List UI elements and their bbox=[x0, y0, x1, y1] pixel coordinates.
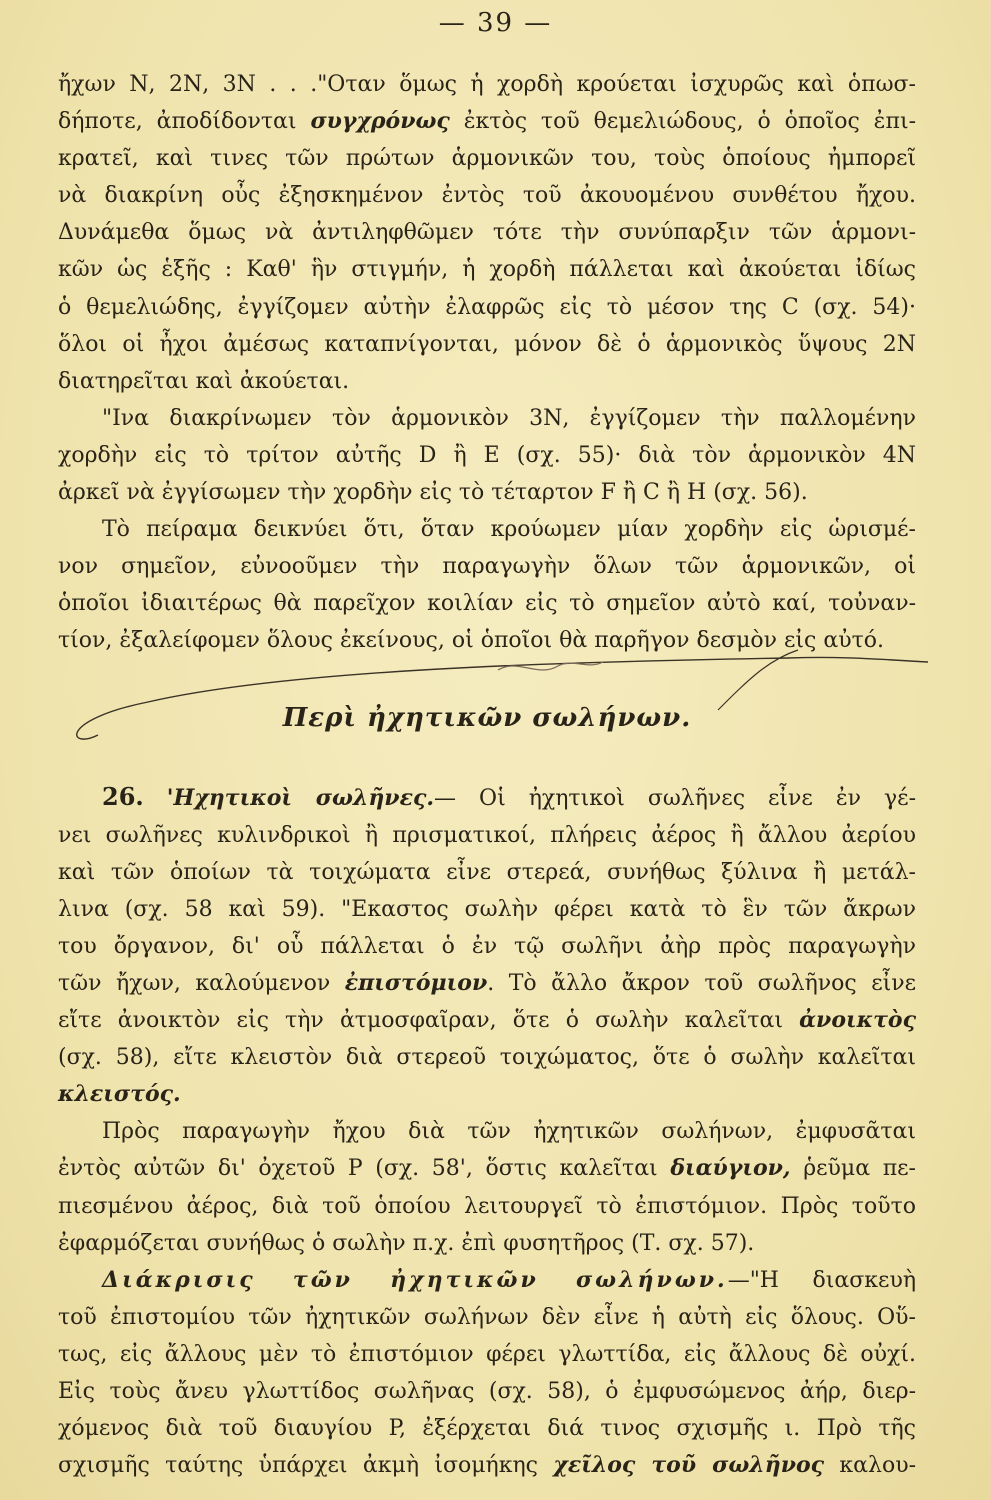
emphasis: ἐπιστόμιον bbox=[344, 969, 488, 996]
section-heading: Περὶ ἠχητικῶν σωλήνων. bbox=[282, 702, 692, 733]
text-line: "Ινα διακρίνωμεν τὸν ἁρμονικὸν 3Ν, ἐγγίζομεν τὴν παλλομένην bbox=[102, 405, 916, 431]
text-line: νὰ διακρίνη οὖς ἐξησκημένον ἐντὸς τοῦ ἀκουομένου συνθέτου ἤχου. bbox=[58, 183, 916, 209]
text-line: καὶ τῶν ὁποίων τὰ τοιχώματα εἶνε στερεά, συνήθως ξύλινα ἢ μετάλ- bbox=[58, 859, 916, 885]
text-line: λινα (σχ. 58 καὶ 59). "Εκαστος σωλὴν φέρει κατὰ τὸ ἓν τῶν ἄκρων bbox=[58, 896, 916, 922]
text-line: νον σημεῖον, εὐνοοῦμεν τὴν παραγωγὴν ὅλων τῶν ἁρμονικῶν, οἱ bbox=[58, 554, 916, 580]
text-line: Πρὸς παραγωγὴν ἤχου διὰ τῶν ἠχητικῶν σωλήνων, ἐμφυσᾶται bbox=[102, 1119, 916, 1145]
emphasis: κλειστός. bbox=[58, 1081, 181, 1108]
text-line: ἀρκεῖ νὰ ἐγγίσωμεν τὴν χορδὴν εἰς τὸ τέταρτον F ἢ C ἢ H (σχ. 56). bbox=[58, 480, 808, 506]
text-line: ὁ θεμελιώδης, ἐγγίζομεν αὐτὴν ἐλαφρῶς εἰς τὸ μέσον της C (σχ. 54)· bbox=[58, 294, 916, 320]
text-line: του ὄργανον, δι' οὗ πάλλεται ὁ ἐν τῷ σωλῆνι ἀὴρ πρὸς παραγωγὴν bbox=[58, 933, 916, 959]
text-line: σχισμῆς ταύτης ὑπάρχει ἀκμὴ ἰσομήκης χεῖλος τοῦ σωλῆνος καλου- bbox=[58, 1452, 917, 1479]
text-line: τίον, ἐξαλείφομεν ὅλους ἐκείνους, οἱ ὁποῖοι θὰ παρῆγον δεσμὸν εἰς αὐτό. bbox=[58, 628, 884, 654]
text-line: ὅλοι οἱ ἦχοι ἀμέσως καταπνίγονται, μόνον δὲ ὁ ἁρμονικὸς ὕψους 2Ν bbox=[58, 331, 916, 357]
section-number: 26. bbox=[102, 781, 144, 811]
text-line: Δυνάμεθα ὅμως νὰ ἀντιληφθῶμεν τότε τὴν συνύπαρξιν τῶν ἁρμονι- bbox=[58, 220, 916, 246]
text-line: χορδὴν εἰς τὸ τρίτον αὐτῆς D ἢ E (σχ. 55)· διὰ τὸν ἁρμονικὸν 4Ν bbox=[58, 442, 916, 468]
emphasis: διαύγιον, bbox=[670, 1155, 791, 1182]
text-line: κρατεῖ, καὶ τινες τῶν πρώτων ἁρμονικῶν του, τοὺς ὁποίους ἠμπορεῖ bbox=[58, 146, 916, 172]
section-heading-block bbox=[58, 660, 916, 778]
text-line: ἐφαρμόζεται συνήθως ὁ σωλὴν π.χ. ἐπὶ φυσητῆρος (Τ. σχ. 57). bbox=[58, 1230, 755, 1256]
page-number: — 39 — bbox=[438, 8, 553, 38]
emphasis: χεῖλος τοῦ σωλῆνος bbox=[553, 1452, 825, 1479]
text-line: τοῦ ἐπιστομίου τῶν ἠχητικῶν σωλήνων δὲν εἶνε ἡ αὐτὴ εἰς ὅλους. Οὕ- bbox=[58, 1304, 916, 1330]
text-line: Τὸ πείραμα δεικνύει ὅτι, ὅταν κρούωμεν μίαν χορδὴν εἰς ὡρισμέ- bbox=[102, 517, 916, 543]
text-line: τως, εἰς ἄλλους μὲν τὸ ἐπιστόμιον φέρει γλωττίδα, εἰς ἄλλους δὲ οὐχί. bbox=[58, 1341, 916, 1367]
text-line: διατηρεῖται καὶ ἀκούεται. bbox=[58, 368, 350, 394]
text-line: Εἰς τοὺς ἄνευ γλωττίδος σωλῆνας (σχ. 58), ὁ ἐμφυσώμενος ἀήρ, διερ- bbox=[58, 1379, 916, 1404]
text-line: δήποτε, ἀποδίδονται συγχρόνως ἐκτὸς τοῦ θεμελιώδους, ὁ ὁποῖος ἐπι- bbox=[58, 108, 916, 135]
text-line: εἴτε ἀνοικτὸν εἰς τὴν ἀτμοσφαῖραν, ὅτε ὁ σωλὴν καλεῖται ἀνοικτὸς bbox=[58, 1007, 916, 1034]
text-line: 26. 'Ηχητικοὶ σωλῆνες.— Οἱ ἠχητικοὶ σωλῆνες εἶνε ἐν γέ- bbox=[102, 781, 917, 811]
text-line: Διάκρισις τῶν ἠχητικῶν σωλήνων.—"Η διασκευὴ bbox=[102, 1266, 916, 1293]
emphasis: ἀνοικτὸς bbox=[799, 1007, 916, 1034]
subsection-title: Διάκρισις τῶν ἠχητικῶν σωλήνων. bbox=[102, 1266, 728, 1293]
emphasis: συγχρόνως bbox=[310, 108, 450, 135]
body-text bbox=[58, 66, 916, 1484]
text-line: ἤχων Ν, 2Ν, 3Ν . . ."Οταν ὅμως ἡ χορδὴ κρούεται ἰσχυρῶς καὶ ὁπωσ- bbox=[58, 72, 916, 97]
text-line: πιεσμένου ἀέρος, διὰ τοῦ ὁποίου λειτουργεῖ τὸ ἐπιστόμιον. Πρὸς τοῦτο bbox=[58, 1193, 916, 1219]
text-line: νει σωλῆνες κυλινδρικοὶ ἢ πρισματικοί, πλήρεις ἀέρος ἢ ἄλλου ἀερίου bbox=[58, 822, 916, 848]
text-line: ἐντὸς αὐτῶν δι' ὀχετοῦ P (σχ. 58', ὅστις καλεῖται διαύγιον, ῥεῦμα πε- bbox=[58, 1155, 916, 1182]
text-line: κῶν ὡς ἑξῆς : Καθ' ἣν στιγμήν, ἡ χορδὴ πάλλεται καὶ ἀκούεται ἰδίως bbox=[58, 257, 916, 283]
text-line: χόμενος διὰ τοῦ διαυγίου P, ἐξέρχεται διά τινος σχισμῆς ι. Πρὸ τῆς bbox=[58, 1416, 916, 1442]
section-title: 'Ηχητικοὶ σωλῆνες. bbox=[166, 784, 435, 811]
text-line: (σχ. 58), εἴτε κλειστὸν διὰ στερεοῦ τοιχώματος, ὅτε ὁ σωλὴν καλεῖται bbox=[58, 1045, 916, 1071]
text-line: ὁποῖοι ἰδιαιτέρως θὰ παρεῖχον κοιλίαν εἰς τὸ σημεῖον αὐτὸ καί, τοὐναν- bbox=[58, 591, 916, 617]
text-line: τῶν ἤχων, καλούμενον ἐπιστόμιον. Τὸ ἄλλο ἄκρον τοῦ σωλῆνος εἶνε bbox=[58, 969, 917, 996]
